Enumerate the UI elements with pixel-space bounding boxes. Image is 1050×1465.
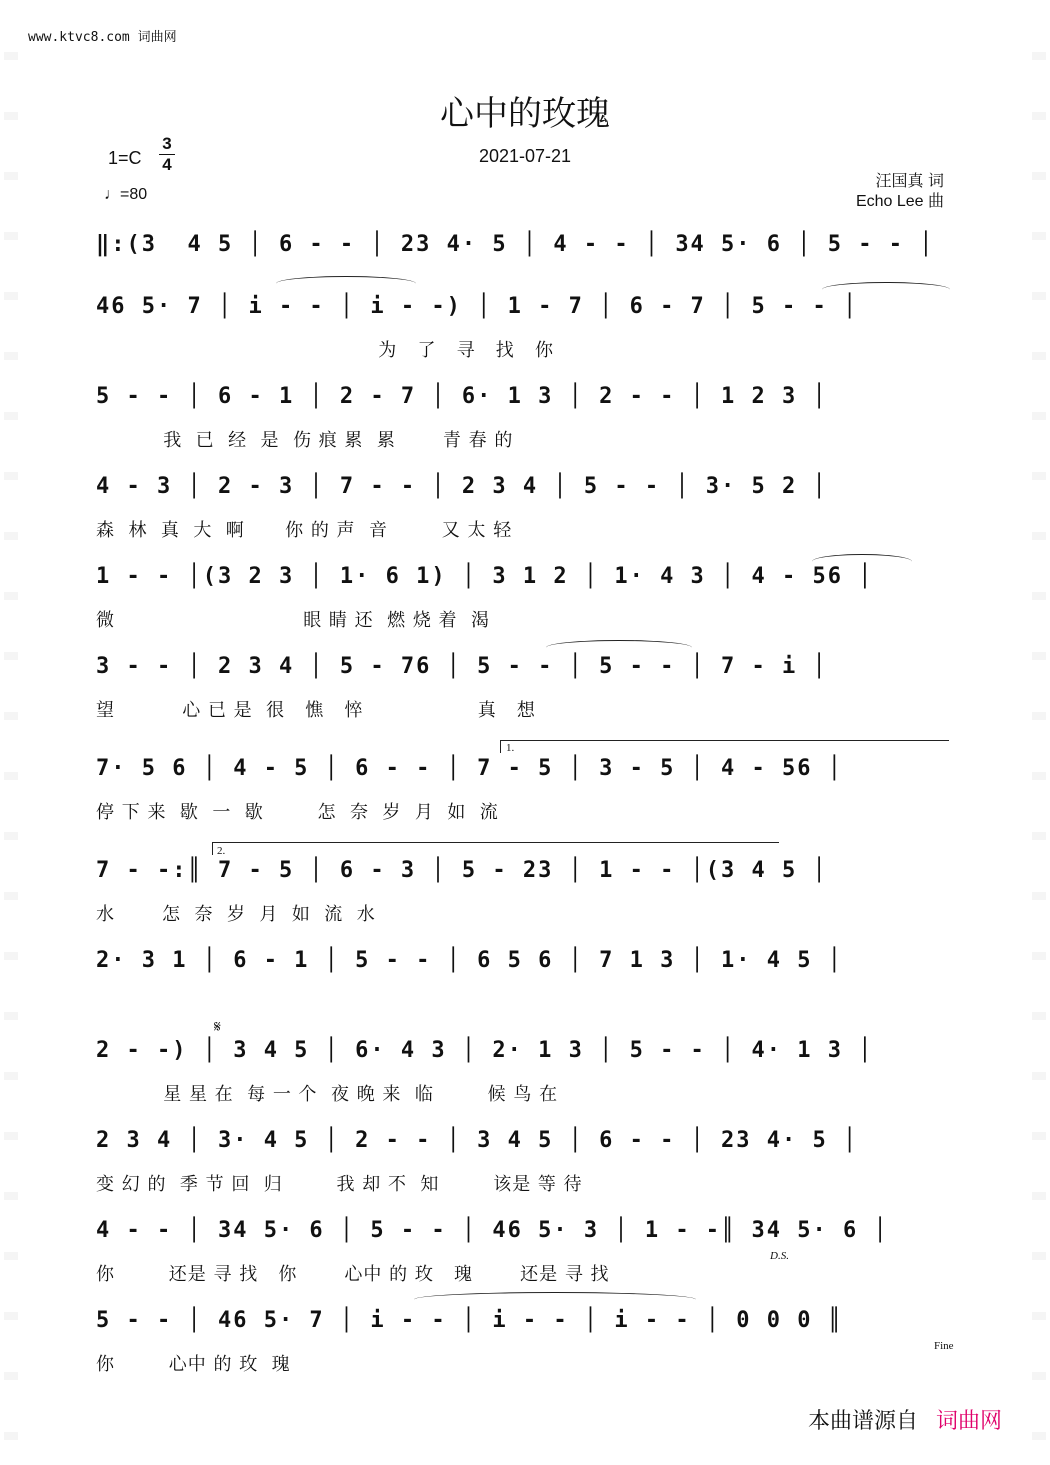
key-signature: 1=C — [108, 148, 142, 168]
notation-line: ‖:(3 4 5 │ 6 - - │ 23 4· 5 │ 4 - - │ 34 5· 6 │ 5 - - │ — [96, 232, 935, 257]
notation-line: 5 - - │ 6 - 1 │ 2 - 7 │ 6· 1 3 │ 2 - - │ 1 2 3 │ — [96, 384, 828, 409]
tie-mark — [812, 554, 912, 569]
lyrics-line: 森 林 真 大 啊 你 的 声 音 又 太 轻 — [96, 520, 513, 541]
time-signature-bottom: 4 — [162, 155, 172, 174]
score-row — [96, 1308, 954, 1375]
lyricist-credit: 汪国真 词 — [875, 173, 944, 190]
notation-line: 3 - - │ 2 3 4 │ 5 - 76 │ 5 - - │ 5 - - │ 7 - i │ — [96, 654, 828, 679]
notation-line: 2 - -) │ 3 4 5 │ 6· 4 3 │ 2· 1 3 │ 5 - - │ 4· 1 3 │ — [96, 1038, 874, 1063]
source-label: 本曲谱源自 — [807, 1409, 918, 1434]
lyrics-line: 你 还是 寻 找 你 心中 的 玫 瑰 还是 寻 找 — [96, 1264, 610, 1285]
lyrics-line: 为 了 寻 找 你 — [96, 340, 554, 361]
time-signature-top: 3 — [162, 134, 172, 153]
score-row — [96, 756, 954, 823]
lyrics-line: 水 怎 奈 岁 月 如 流 水 — [96, 904, 376, 925]
score-row — [96, 948, 954, 988]
fine-mark: Fine — [934, 1340, 954, 1352]
notation-line: 5 - - │ 46 5· 7 │ i - - │ i - - │ i - - │ 0 0 0 ║ — [96, 1308, 844, 1333]
notation-line: 46 5· 7 │ i - - │ i - -) │ 1 - 7 │ 6 - 7 │ 5 - - │ — [96, 294, 859, 319]
score-row — [96, 1218, 954, 1285]
score-row — [96, 858, 954, 925]
notation-line: 4 - 3 │ 2 - 3 │ 7 - - │ 2 3 4 │ 5 - - │ 3· 5 2 │ — [96, 474, 828, 499]
first-ending-label: 1. — [506, 742, 515, 754]
left-margin-watermark — [4, 0, 18, 1465]
ds-mark: D.S. — [770, 1250, 789, 1262]
notation-line: 2· 3 1 │ 6 - 1 │ 5 - - │ 6 5 6 │ 7 1 3 │ 1· 4 5 │ — [96, 948, 844, 973]
brand-link[interactable]: 词曲网 — [935, 1409, 1002, 1434]
lyrics-line: 望 心 已 是 很 憔 悴 真 想 — [96, 700, 536, 721]
notation-line: 7· 5 6 │ 4 - 5 │ 6 - - │ 7 - 5 │ 3 - 5 │ 4 - 56 │ — [96, 756, 844, 781]
lyrics-line: 微 眼 睛 还 燃 烧 着 渴 — [96, 610, 490, 631]
score-row — [96, 294, 954, 361]
tie-mark — [414, 1292, 696, 1307]
composer-credit: Echo Lee 曲 — [855, 193, 944, 210]
tempo-marking: ♩=80 — [104, 186, 148, 203]
segno-sign: 𝄋 — [214, 1017, 221, 1036]
second-ending-bracket — [212, 842, 779, 855]
lyrics-line: 你 心中 的 玫 瑰 — [96, 1354, 291, 1375]
notation-line: 7 - -:║ 7 - 5 │ 6 - 3 │ 5 - 23 │ 1 - - │(3 4 5 │ — [96, 858, 828, 883]
site-url: www.ktvc8.com 词曲网 — [28, 30, 177, 45]
first-ending-bracket — [500, 740, 949, 753]
score-row — [96, 654, 954, 721]
tie-mark — [822, 282, 950, 297]
song-title: 心中的玫瑰 — [440, 94, 610, 134]
lyrics-line: 停 下 来 歇 一 歇 怎 奈 岁 月 如 流 — [96, 802, 499, 823]
score-row — [96, 384, 954, 451]
score-row — [96, 564, 954, 631]
song-date: 2021-07-21 — [478, 146, 572, 166]
lyrics-line: 我 已 经 是 伤 痕 累 累 青 春 的 — [96, 430, 514, 451]
tie-mark — [546, 640, 692, 655]
second-ending-label: 2. — [217, 845, 226, 857]
lyrics-line: 变 幻 的 季 节 回 归 我 却 不 知 该是 等 待 — [96, 1174, 583, 1195]
lyrics-line: 星 星 在 每 一 个 夜 晚 来 临 候 鸟 在 — [96, 1084, 559, 1105]
score-row — [96, 474, 954, 541]
time-signature — [158, 134, 176, 175]
score-row — [96, 232, 954, 272]
right-margin-watermark — [1032, 0, 1046, 1465]
notation-line: 4 - - │ 34 5· 6 │ 5 - - │ 46 5· 3 │ 1 - -║ 34 5· 6 │ — [96, 1218, 889, 1243]
notation-line: 2 3 4 │ 3· 4 5 │ 2 - - │ 3 4 5 │ 6 - - │ 23 4· 5 │ — [96, 1128, 859, 1153]
tie-mark — [276, 276, 416, 291]
notation-line: 1 - - │(3 2 3 │ 1· 6 1) │ 3 1 2 │ 1· 4 3 │ 4 - 56 │ — [96, 564, 874, 589]
score-row — [96, 1128, 954, 1195]
source-footer — [808, 1404, 1002, 1435]
score-row — [96, 1038, 954, 1105]
